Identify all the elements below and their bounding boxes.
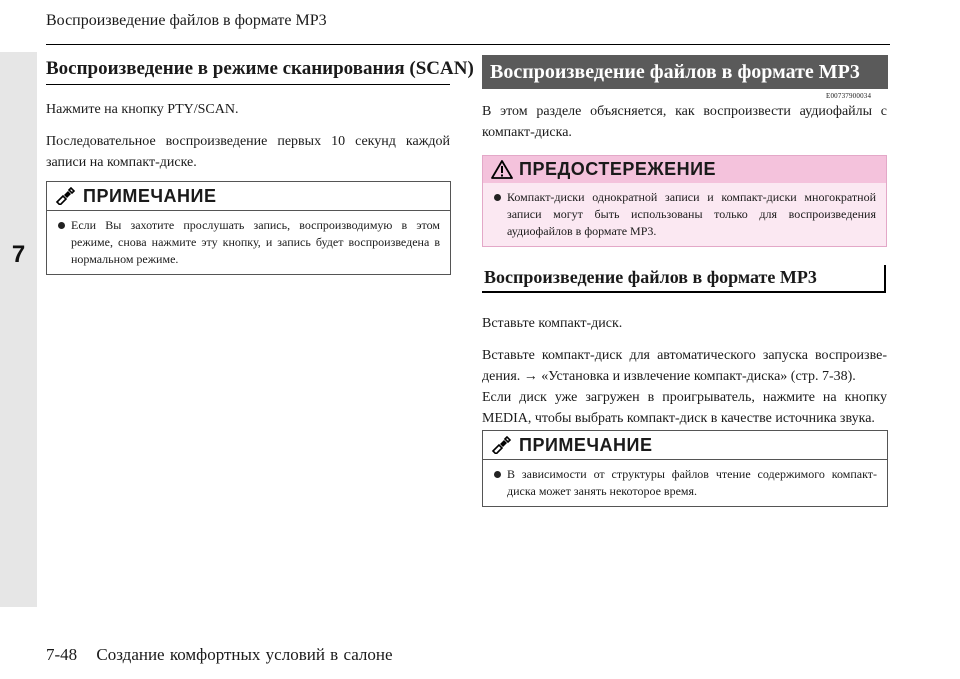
note-text: Если Вы захотите прослушать запись, воспроизводимую в этом режиме, снова нажмите эту кнопку, и запись будет воспроизведена в нормальном режиме.: [71, 218, 440, 266]
note-header: [483, 431, 887, 460]
chapter-tab: [0, 232, 37, 278]
mp3-playback-heading: Воспроизведение файлов в формате MP3: [482, 265, 886, 293]
scan-section-heading: Воспроизведение в режиме сканирования (SCAN): [46, 58, 450, 85]
note-body: [483, 460, 887, 506]
note-body: [47, 211, 450, 274]
scan-instruction: Нажмите на кнопку PTY/SCAN.: [46, 102, 239, 117]
mp3-note-box: [482, 430, 888, 507]
page-header: Воспроизведение файлов в формате MP3: [46, 12, 327, 29]
page-number: 7-48: [46, 645, 78, 664]
note-title: ПРИМЕЧАНИЕ: [519, 434, 653, 455]
bullet-icon: [494, 471, 501, 478]
note-title: ПРИМЕЧАНИЕ: [83, 185, 217, 206]
scan-note-box: [46, 181, 451, 275]
page-footer: [46, 645, 393, 665]
warning-triangle-icon: [491, 160, 513, 179]
mp3-section-title: Воспроизведение файлов в формате MP3: [490, 60, 860, 83]
header-divider: [46, 44, 890, 45]
note-pencil-icon: [55, 187, 79, 205]
mp3-intro: В этом разделе объясняется, как воспроизвести аудиофайлы с компакт-диска.: [482, 104, 887, 140]
mp3-section-heading: [482, 55, 888, 89]
note-header: [47, 182, 450, 211]
autoplay-description: Вставьте компакт-диск для автоматического запуска воспроизве-дения. → «Установка и извлечение компакт-диска» (стр. 7-38).: [482, 348, 887, 384]
document-code: E00737900034: [826, 92, 872, 100]
footer-section-title: Создание комфортных условий в салоне: [96, 645, 393, 664]
warning-box: [482, 155, 887, 247]
warning-text: Компакт-диски однократной записи и компакт-диски многократной записи могут быть использованы только для воспроизведения аудиофайлов в формате MP3.: [507, 190, 876, 238]
note-text: В зависимости от структуры файлов чтение содержимого компакт-диска может занять некоторое время.: [507, 467, 877, 498]
insert-disc-step: Вставьте компакт-диск.: [482, 316, 623, 331]
chapter-number: 7: [11, 241, 26, 268]
scan-description: Последовательное воспроизведение первых 10 секунд каждой записи на компакт-диске.: [46, 134, 450, 170]
bullet-icon: [58, 222, 65, 229]
note-pencil-icon: [491, 436, 515, 454]
warning-body: [483, 183, 886, 246]
warning-header: [483, 156, 886, 183]
chapter-side-strip: [0, 52, 37, 607]
media-button-description: Если диск уже загружен в проигрыватель, нажмите на кнопку MEDIA, чтобы выбрать компакт-диск в качестве источника звука.: [482, 390, 887, 426]
warning-title: ПРЕДОСТЕРЕЖЕНИЕ: [519, 159, 717, 179]
bullet-icon: [494, 194, 501, 201]
